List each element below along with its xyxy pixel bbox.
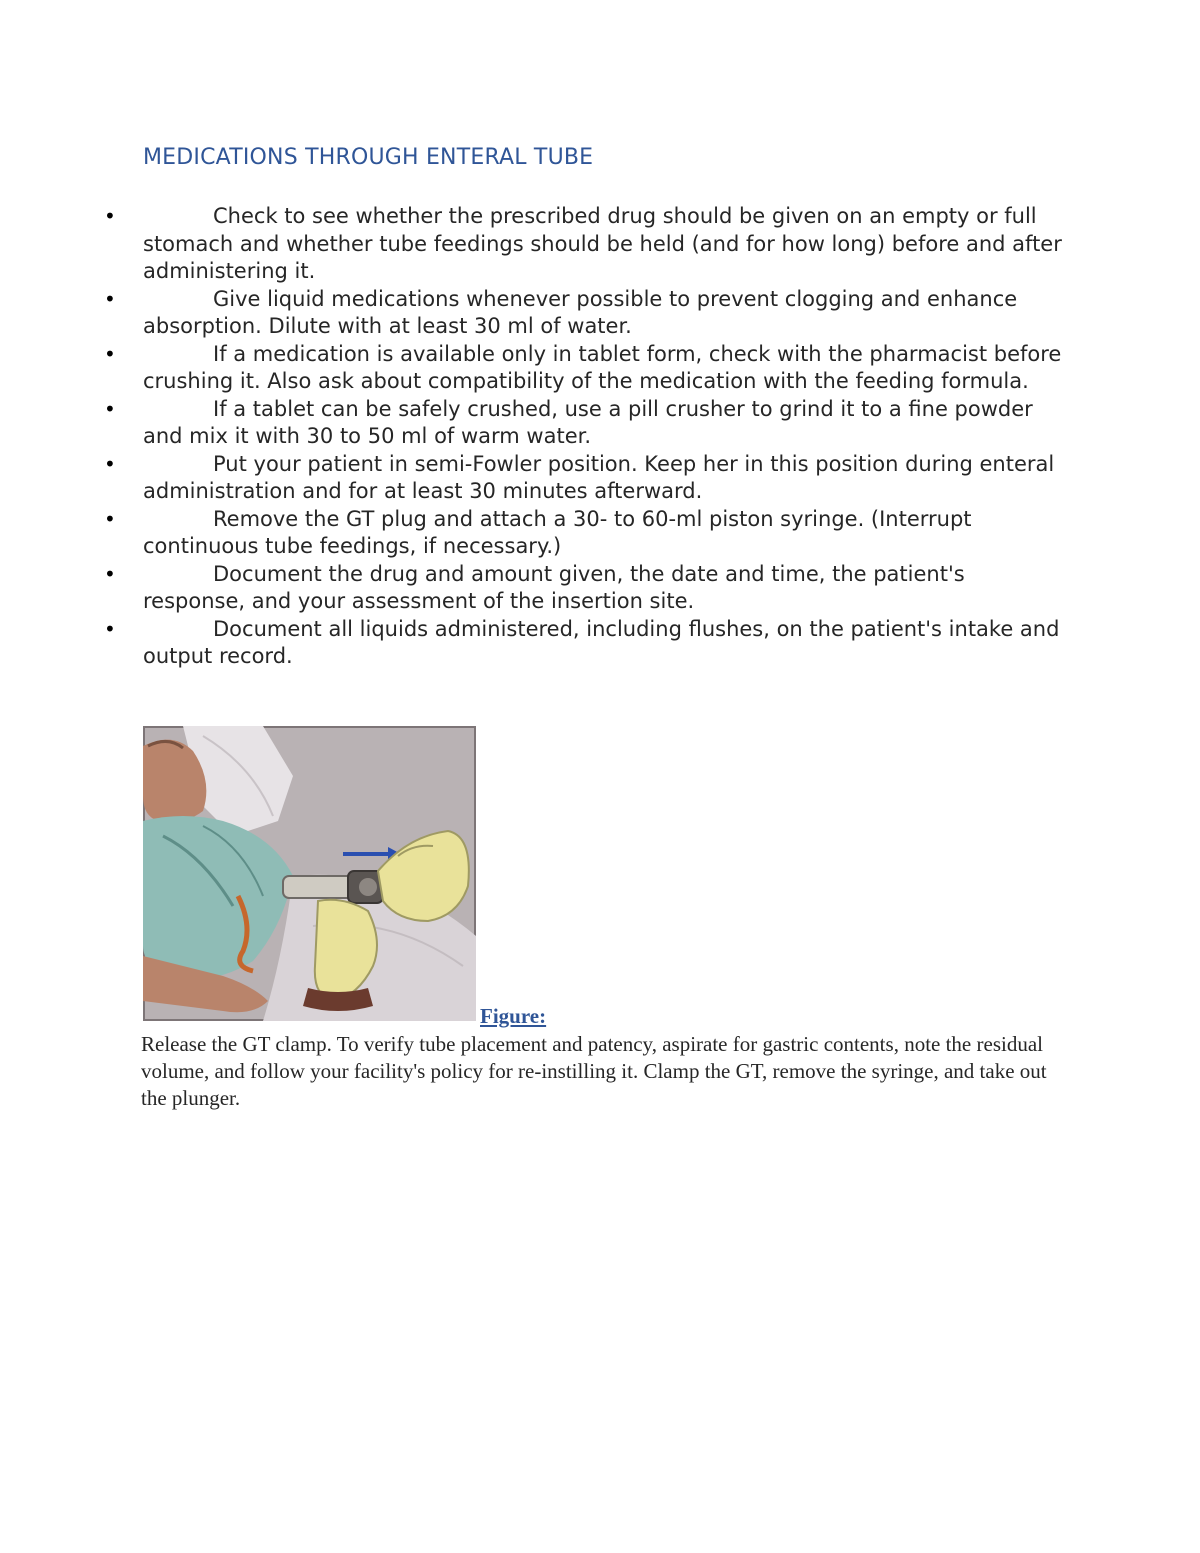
list-item-text: Document the drug and amount given, the date and time, the patient's response, and your assessment of the insertion site. xyxy=(143,561,965,613)
list-item xyxy=(0,506,1073,561)
figure-illustration xyxy=(143,726,476,1021)
list-item xyxy=(0,561,1073,616)
bullet-icon: • xyxy=(104,341,116,366)
list-item xyxy=(0,616,1073,671)
bullet-icon: • xyxy=(104,616,116,641)
instruction-list xyxy=(0,203,1200,671)
syringe-illustration-image xyxy=(143,726,476,1021)
list-item-text: Check to see whether the prescribed drug should be given on an empty or full stomach and whether tube feedings should be held (and for how long) before and after administering it. xyxy=(143,204,1062,283)
list-item-text: Document all liquids administered, including flushes, on the patient's intake and output record. xyxy=(143,616,1060,668)
list-item xyxy=(0,396,1073,451)
list-item-text: Remove the GT plug and attach a 30- to 60-ml piston syringe. (Interrupt continuous tube feedings, if necessary.) xyxy=(143,506,972,558)
list-item xyxy=(0,286,1073,341)
list-item-text: Give liquid medications whenever possible to prevent clogging and enhance absorption. Dilute with at least 30 ml of water. xyxy=(143,286,1018,338)
list-item-text: Put your patient in semi-Fowler position. Keep her in this position during enteral administration and for at least 30 minutes afterward. xyxy=(143,451,1055,503)
figure-caption: Release the GT clamp. To verify tube placement and patency, aspirate for gastric contents, note the residual volume, and follow your facility's policy for re-instilling it. Clamp the GT, remove the syringe, and take out the plunger. xyxy=(141,1032,1047,1110)
list-item-text: If a tablet can be safely crushed, use a pill crusher to grind it to a fine powder and mix it with 30 to 50 ml of warm water. xyxy=(143,396,1033,448)
document-heading: MEDICATIONS THROUGH ENTERAL TUBE xyxy=(143,145,594,170)
list-item xyxy=(0,203,1073,286)
figure-label-link[interactable]: Figure: xyxy=(480,1004,547,1028)
bullet-icon: • xyxy=(104,451,116,476)
bullet-icon: • xyxy=(104,506,116,531)
list-item xyxy=(0,451,1073,506)
bullet-icon: • xyxy=(104,204,116,228)
bullet-icon: • xyxy=(104,561,116,586)
bullet-icon: • xyxy=(104,286,116,311)
bullet-icon: • xyxy=(104,396,116,421)
list-item xyxy=(0,341,1073,396)
list-item-text: If a medication is available only in tablet form, check with the pharmacist before crushing it. Also ask about compatibility of the medication with the feeding formula. xyxy=(143,341,1062,393)
